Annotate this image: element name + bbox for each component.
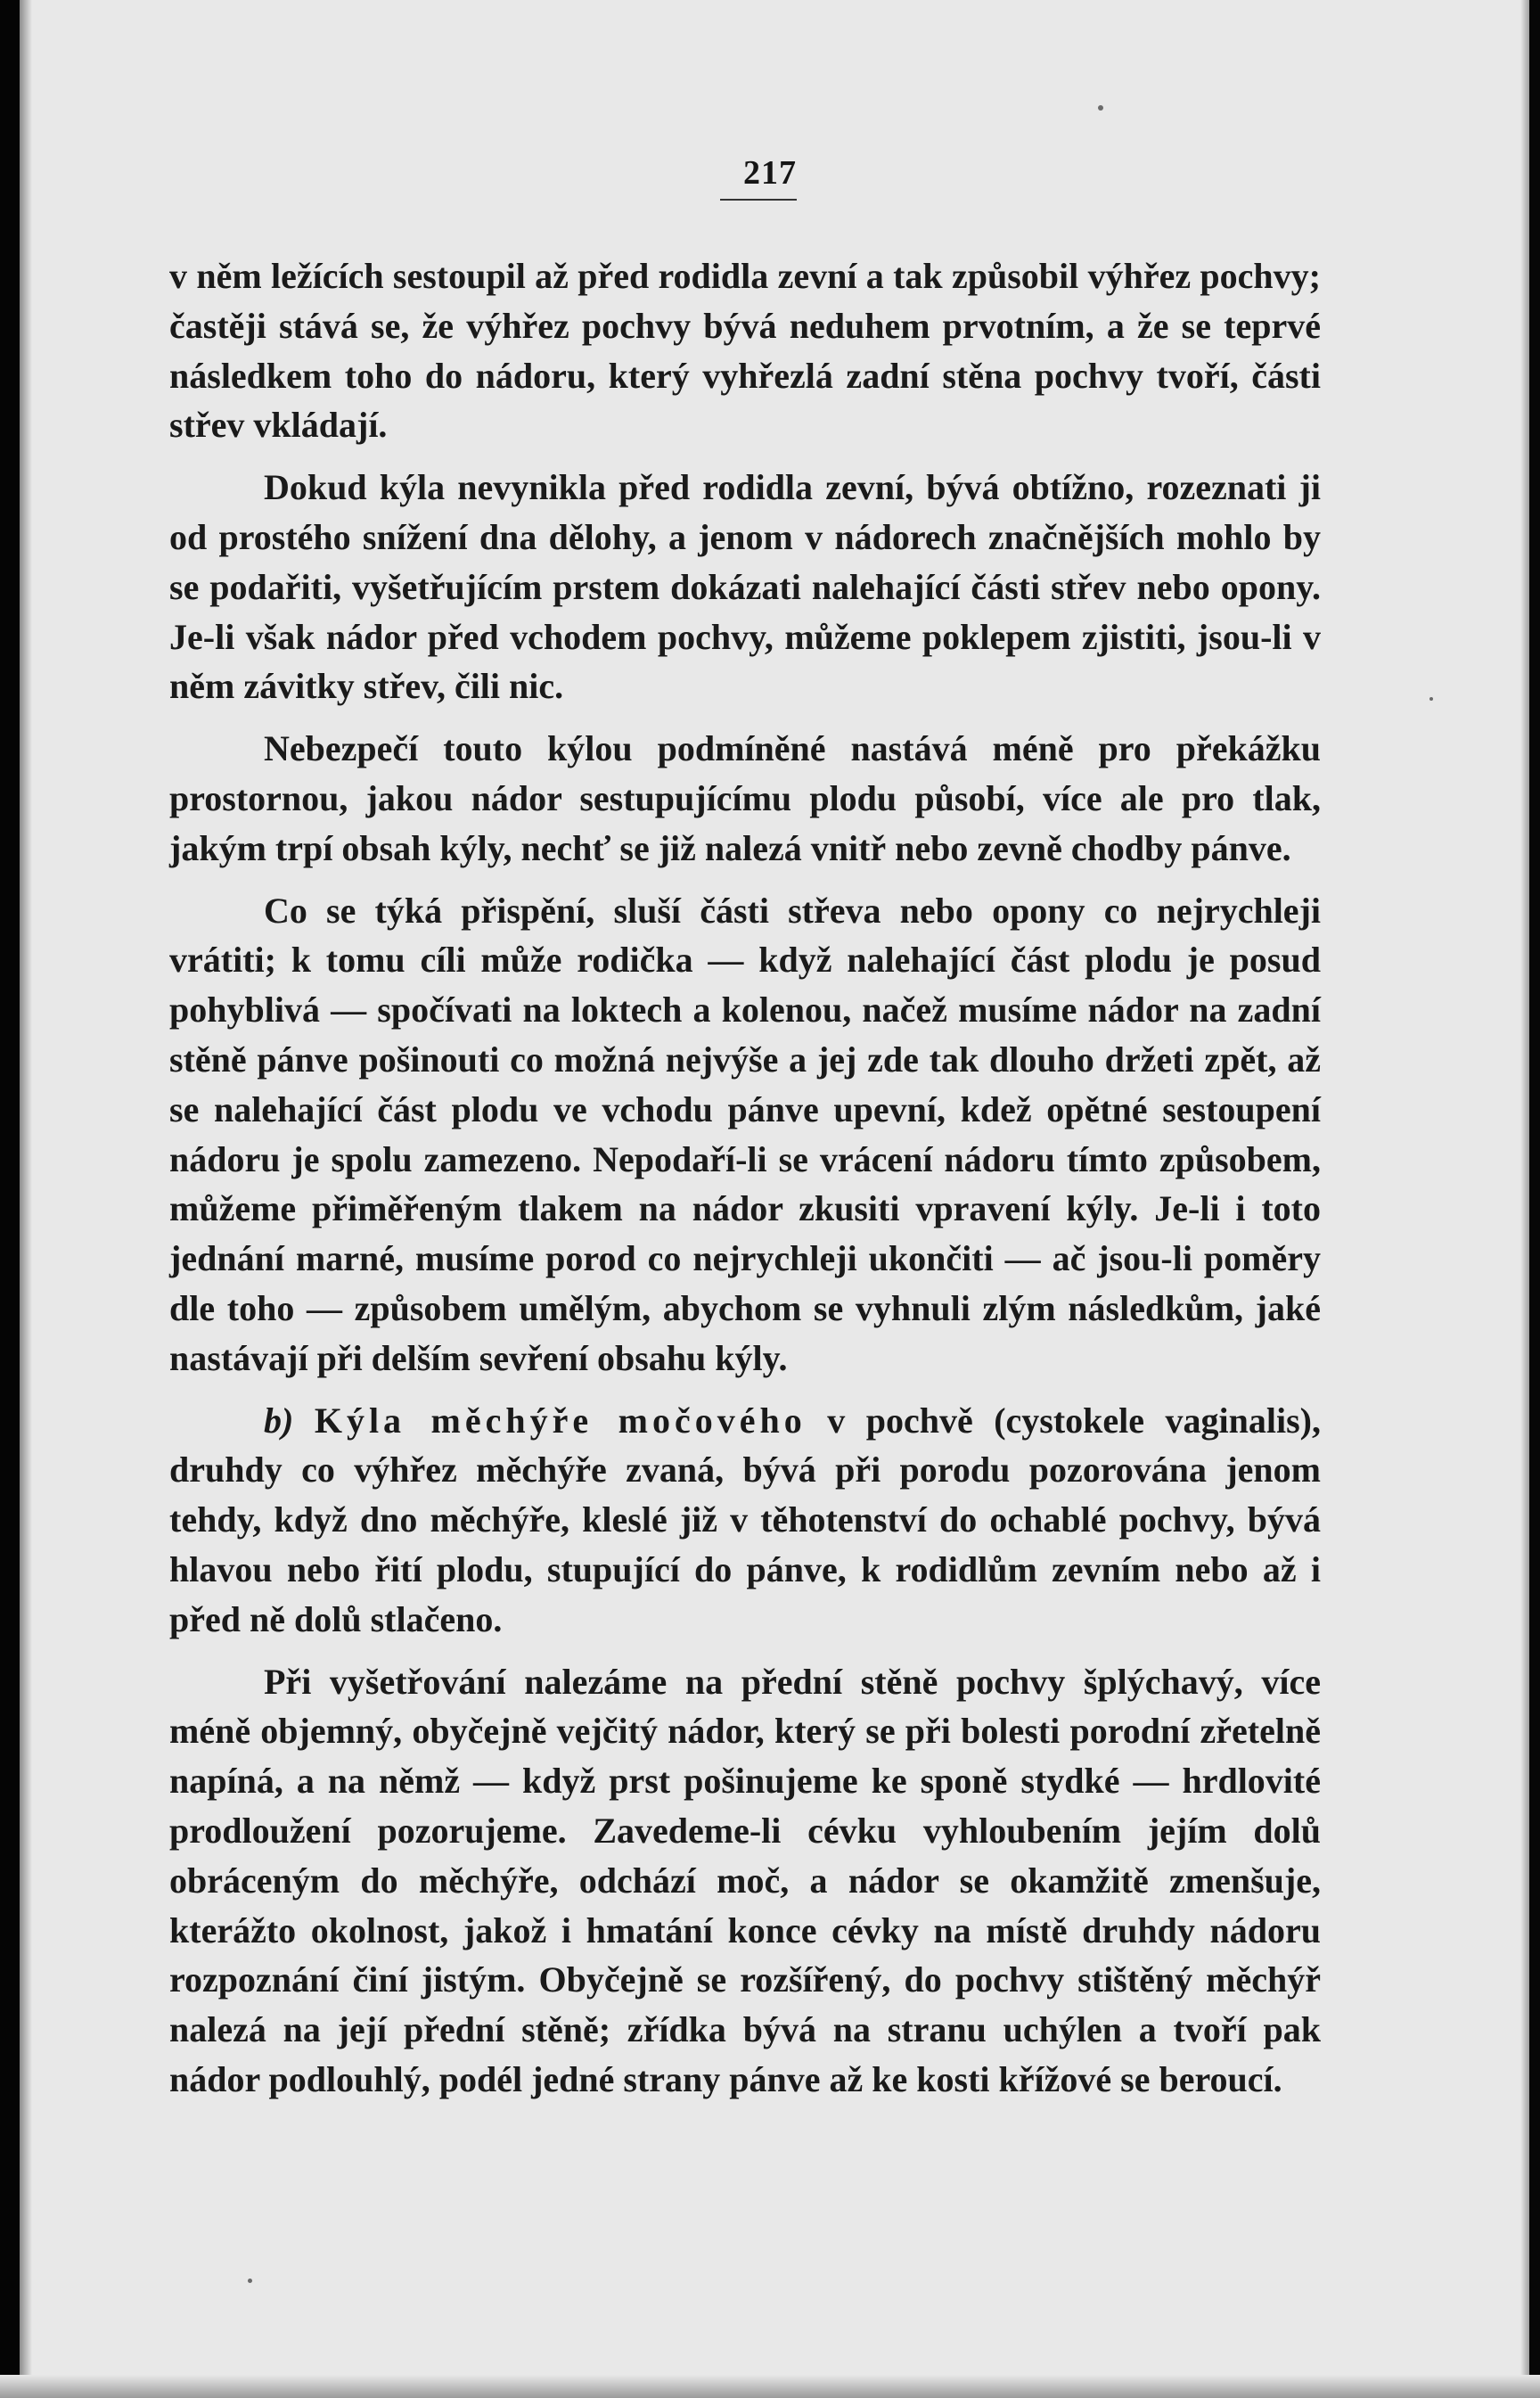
- left-scan-border: [0, 0, 20, 2398]
- dust-speck: [248, 2279, 252, 2283]
- right-scan-border: [1529, 0, 1540, 2398]
- paragraph: Nebezpečí touto kýlou podmíněné nastává méně pro překážku prostornou, jakou nádor sestupujícímu plodu působí, více ale pro tlak, jakým trpí obsah kýly, nechť se již nalezá vnitř nebo zevně chodby pánve.: [169, 728, 1321, 868]
- page-number-rule: [720, 199, 797, 201]
- body-text: [169, 251, 1321, 2117]
- paragraph-section-b: [169, 1396, 1321, 1645]
- section-label: b): [264, 1400, 294, 1441]
- dust-speck: [1429, 697, 1433, 701]
- paragraph: Dokud kýla nevynikla před rodidla zevní, bývá obtížno, rozeznati ji od prostého snížení dna dělohy, a jenom v nádorech značnějších mohlo by se podařiti, vyšetřujícím prstem dokázati nalehající části střev nebo opony. Je-li však nádor před vchodem pochvy, můžeme poklepem zjistiti, jsou-li v něm závitky střev, čili nic.: [169, 467, 1321, 707]
- left-page-shadow: [20, 0, 32, 2398]
- paragraph: Co se týká přispění, sluší části střeva nebo opony co nejrychleji vrátiti; k tomu cíli může rodička — když nalehající část plodu je posud pohyblivá — spočívati na loktech a kolenou, načež musíme nádor na zadní stěně pánve pošinouti co možná nejvýše a jej zde tak dlouho držeti zpět, až se nalehající část plodu ve vchodu pánve upevní, kdež opětné sestoupení nádoru je spolu zamezeno. Nepodaří-li se vrácení nádoru tímto způsobem, můžeme přiměřeným tlakem na nádor zkusiti vpravení kýly. Je-li i toto jednání marné, musíme porod co nejrychleji ukončiti — ač jsou-li poměry dle toho — způsobem umělým, abychom se vyhnuli zlým následkům, jaké nastávají při delším sevření obsahu kýly.: [169, 890, 1321, 1378]
- section-heading: Kýla měchýře močového: [314, 1400, 807, 1441]
- dust-speck: [1098, 105, 1103, 111]
- paragraph: v něm ležících sestoupil až před rodidla zevní a tak způsobil výhřez pochvy; častěji stává se, že výhřez pochvy bývá neduhem prvotním, a že se teprvé následkem toho do nádoru, který vyhřezlá zadní stěna pochvy tvoří, části střev vkládají.: [169, 256, 1321, 446]
- bottom-page-shadow: [0, 2375, 1540, 2398]
- section-text: v pochvě (cystokele vaginalis), druhdy co výhřez měchýře zvaná, bývá při porodu pozorována jenom tehdy, když dno měchýře, kleslé již v těhotenství do ochablé pochvy, bývá hlavou nebo řití plodu, stupující do pánve, k rodidlům zevním nebo až i před ně dolů stlačeno.: [169, 1400, 1321, 1639]
- right-page-shadow: [1520, 0, 1529, 2398]
- paragraph: Při vyšetřování nalezáme na přední stěně pochvy šplýchavý, více méně objemný, obyčejně vejčitý nádor, který se při bolesti porodní zřetelně napíná, a na němž — když prst pošinujeme ke sponě stydké — hrdlovité prodloužení pozorujeme. Zavedeme-li cévku vyhloubením jejím dolů obráceným do měchýře, odchází moč, a nádor se okamžitě zmenšuje, kterážto okolnost, jakož i hmatání konce cévky na místě druhdy nádoru rozpoznání činí jistým. Obyčejně se rozšířený, do pochvy stištěný měchýř nalezá na její přední stěně; zřídka bývá na stranu uchýlen a tvoří pak nádor podlouhlý, podél jedné strany pánve až ke kosti křížové se beroucí.: [169, 1661, 1321, 2099]
- page-number: 217: [743, 154, 797, 192]
